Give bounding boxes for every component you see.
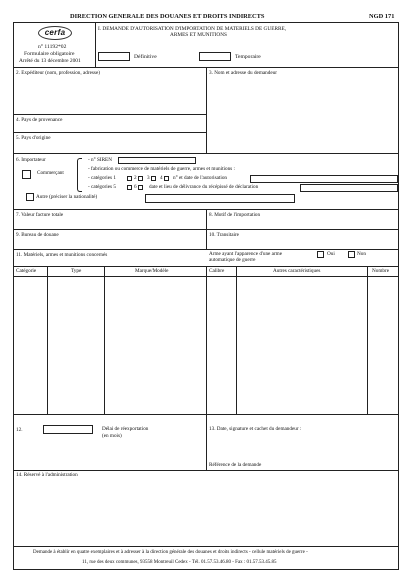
field-5-label: 5. Pays d'origine [16,135,51,141]
field-14-label: 14. Réservé à l'administration [16,472,78,478]
non-label: Non [357,251,366,257]
divider [13,470,399,471]
declaration-input[interactable] [300,184,398,192]
col-header-calibre: Calibre [209,268,225,274]
field-2-label: 2. Expéditeur (nom, profession, adresse) [16,70,100,76]
footer-line-1: Demande à établir en quatre exemplaires et à adresser à la direction générale des douanes et droits indirects - cellule matériels de guerre - [33,550,308,555]
form-decree: Arrêté du 13 décembre 2001 [19,58,81,64]
category-b-label: - catégories 5 [88,184,116,190]
fabrication-label: - fabrication ou commerce de matériels de guerre, armes et munitions : [88,166,235,172]
definitive-label: Définitive [134,54,157,60]
form-code: NGD 171 [369,13,395,20]
brace [77,158,82,192]
authorisation-input[interactable] [250,175,398,183]
col-header-characteristics: Autres caractéristiques [273,268,321,274]
commercant-checkbox[interactable] [22,170,31,179]
request-title: I. DEMANDE D'AUTORISATION D'IMPORTATION DE MATERIELS DE GUERRE, [98,26,287,32]
form-mandatory: Formulaire obligatoire [24,51,75,57]
siren-input[interactable] [118,157,196,164]
admin-area [14,480,398,545]
col-header-count: Nombre [372,268,389,274]
commercant-label: Commerçant [37,170,64,176]
temporary-label: Temporaire [235,54,261,60]
war-weapon-question: Arme ayant l'apparence d'une arme [209,251,283,257]
war-weapon-question-2: automatique de guerre [209,257,256,263]
reexport-delay-unit: (en mois) [102,433,122,439]
cat5-checkbox[interactable] [127,185,132,190]
non-checkbox[interactable] [348,251,355,258]
divider [13,249,399,250]
cat2-label: 2 [134,175,137,181]
field-6-label: 6. Importateur [16,157,46,163]
autre-checkbox[interactable] [26,193,34,201]
cerfa-logo: cerfa [38,26,72,40]
field-2-input[interactable] [14,78,205,113]
siren-label: - n° SIREN [88,157,112,163]
reexport-delay-input[interactable] [43,425,93,434]
request-reference-label: Référence de la demande [209,462,262,468]
cat2-checkbox[interactable] [138,176,143,181]
divider [13,546,399,547]
divider [13,153,399,154]
footer-line-2: 11, rue des deux communes, 93558 Montreuil Cedex - Tél. 01.57.53.46.80 - Fax : 01.57.53.45.85 [82,560,277,565]
cat6-checkbox[interactable] [138,185,143,190]
definitive-checkbox[interactable] [98,52,130,61]
form-title: DIRECTION GENERALE DES DOUANES ET DROITS INDIRECTS [70,13,265,20]
col-header-type: Type [71,268,82,274]
field-9-label: 9. Bureau de douane [16,232,59,238]
cat3-label: 3 [147,175,150,181]
temporary-checkbox[interactable] [199,52,231,61]
request-title-2: ARMES ET MUNITIONS [170,32,227,38]
cat4-label: 4 [160,175,163,181]
divider [95,22,96,67]
field-8-label: 8. Motif de l'importation [209,212,261,218]
divider [13,229,399,230]
cat3-checkbox[interactable] [151,176,156,181]
divider [13,114,206,115]
field-3-input[interactable] [207,78,398,152]
reexport-delay-label: Délai de réexportation [102,426,149,432]
table-body[interactable] [14,277,398,413]
col-header-model: Marque/Modèle [135,268,169,274]
field-10-label: 10. Transitaire [209,232,239,238]
cat1-checkbox[interactable] [127,176,132,181]
field-11-label: 11. Matériels, armes et munitions concernés [16,252,108,258]
field-4-label: 4. Pays de provenance [16,117,63,123]
field-7-label: 7. Valeur facture totale [16,212,64,218]
form-number: n° 11192*02 [38,44,67,50]
field-12-label: 12. [16,427,23,433]
autre-label: Autre (préciser la nationalité) [36,194,98,200]
cat6-label: 6 [134,184,137,190]
cat4-checkbox[interactable] [164,176,169,181]
field-3-label: 3. Nom et adresse du demandeur [209,70,277,76]
field-13-label: 13. Date, signature et cachet du demandeur : [209,426,302,432]
signature-area[interactable] [207,434,398,460]
col-header-category: Catégorie [16,268,37,274]
nationality-input[interactable] [145,194,295,203]
oui-label: Oui [327,251,335,257]
declaration-label: date et lieu de délivrance du récépissé de déclaration [149,184,259,190]
oui-checkbox[interactable] [317,251,324,258]
authorisation-label: n° et date de l'autorisation [173,175,228,181]
divider [13,132,206,133]
category-a-label: - catégories 1 [88,175,116,181]
